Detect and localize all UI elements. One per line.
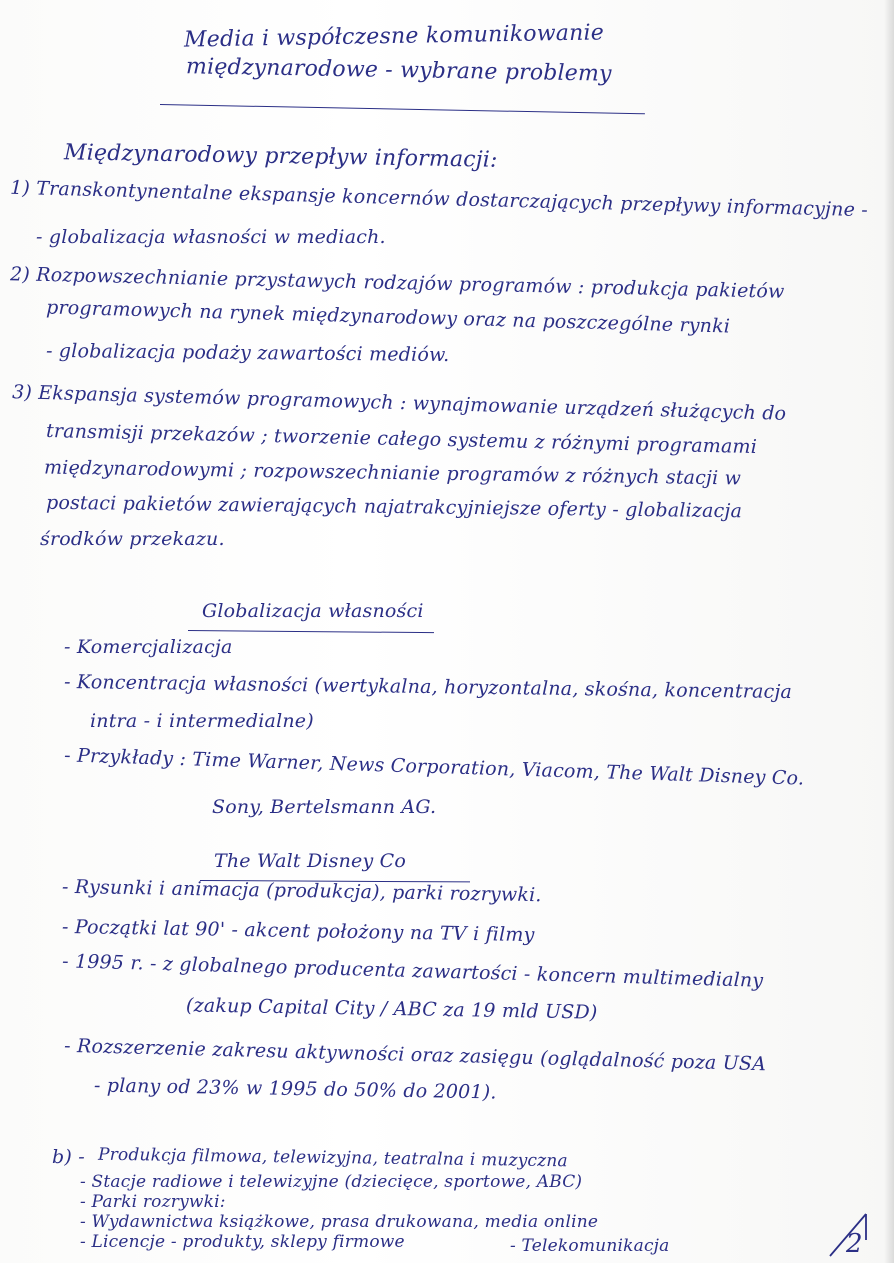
section3-bullet4-line2: - plany od 23% w 1995 do 50% do 2001). — [93, 1074, 497, 1104]
section2-bullet2-line2: intra - i intermedialne) — [90, 710, 314, 732]
section2-heading-underline — [188, 630, 434, 633]
section1-item3-line5: środków przekazu. — [40, 528, 225, 550]
page-number-mark — [826, 1210, 882, 1258]
section1-item1-line1: 1) Transkontynentalne ekspansje koncernów dostarczających przepływy informacyjne - — [9, 176, 869, 222]
section3-heading: The Walt Disney Co — [214, 850, 407, 872]
page-edge-shadow — [884, 0, 894, 1263]
section2-heading: Globalizacja własności — [202, 600, 424, 622]
section1-item2-line1: 2) Rozpowszechnianie przystawych rodzajów programów : produkcja pakietów — [9, 263, 785, 303]
section3-bullet3-line2: (zakup Capital City / ABC za 19 mld USD) — [185, 994, 598, 1024]
title-line-1: Media i współczesne komunikowanie — [183, 20, 605, 53]
section4-line4: - Wydawnictwa książkowe, prasa drukowana, media online — [80, 1212, 599, 1232]
section4-line2: - Stacje radiowe i telewizyjne (dziecięce, sportowe, ABC) — [80, 1172, 583, 1192]
section3-bullet3-line1: - 1995 r. - z globalnego producenta zawartości - koncern multimedialny — [61, 950, 764, 992]
section1-heading: Międzynarodowy przepływ informacji: — [63, 140, 498, 173]
title-line-2: międzynarodowe - wybrane problemy — [185, 54, 612, 87]
section4-line5-extra: - Telekomunikacja — [510, 1236, 670, 1256]
title-underline — [160, 104, 645, 114]
section2-bullet2-line1: - Koncentracja własności (wertykalna, horyzontalna, skośna, koncentracja — [63, 670, 793, 704]
section2-bullet3-line1: - Przykłady : Time Warner, News Corporation, Viacom, The Walt Disney Co. — [63, 744, 805, 790]
section1-item2-line3: - globalizacja podaży zawartości mediów. — [45, 339, 450, 367]
section4-line1: Produkcja filmowa, telewizyjna, teatralna i muzyczna — [97, 1144, 568, 1172]
section1-item3-line4: postaci pakietów zawierających najatrakcyjniejsze oferty - globalizacja — [45, 491, 743, 523]
section4-line5: - Licencje - produkty, sklepy firmowe — [80, 1232, 405, 1252]
section4-line3: - Parki rozrywki: — [80, 1192, 226, 1212]
section3-bullet4-line1: - Rozszerzenie zakresu aktywności oraz zasięgu (oglądalność poza USA — [63, 1034, 767, 1076]
section2-bullet3-line2: Sony, Bertelsmann AG. — [212, 796, 437, 818]
section4-prefix: b) - — [52, 1146, 85, 1168]
page-number: 2 — [846, 1229, 863, 1258]
section1-item2-line2: programowych na rynek międzynarodowy oraz na poszczególne rynki — [45, 296, 731, 338]
section1-item3-line2: transmisji przekazów ; tworzenie całego systemu z różnymi programami — [45, 419, 758, 459]
section1-item3-line1: 3) Ekspansja systemów programowych : wynajmowanie urządzeń służących do — [11, 381, 787, 425]
section3-bullet2: - Początki lat 90' - akcent położony na TV i filmy — [61, 915, 535, 947]
section2-bullet1: - Komercjalizacja — [64, 636, 233, 658]
section3-bullet1: - Rysunki i animacja (produkcja), parki rozrywki. — [61, 875, 542, 907]
section1-item3-line3: międzynarodowymi ; rozpowszechnianie programów z różnych stacji w — [43, 456, 742, 490]
section1-item1-line2: - globalizacja własności w mediach. — [36, 226, 386, 248]
